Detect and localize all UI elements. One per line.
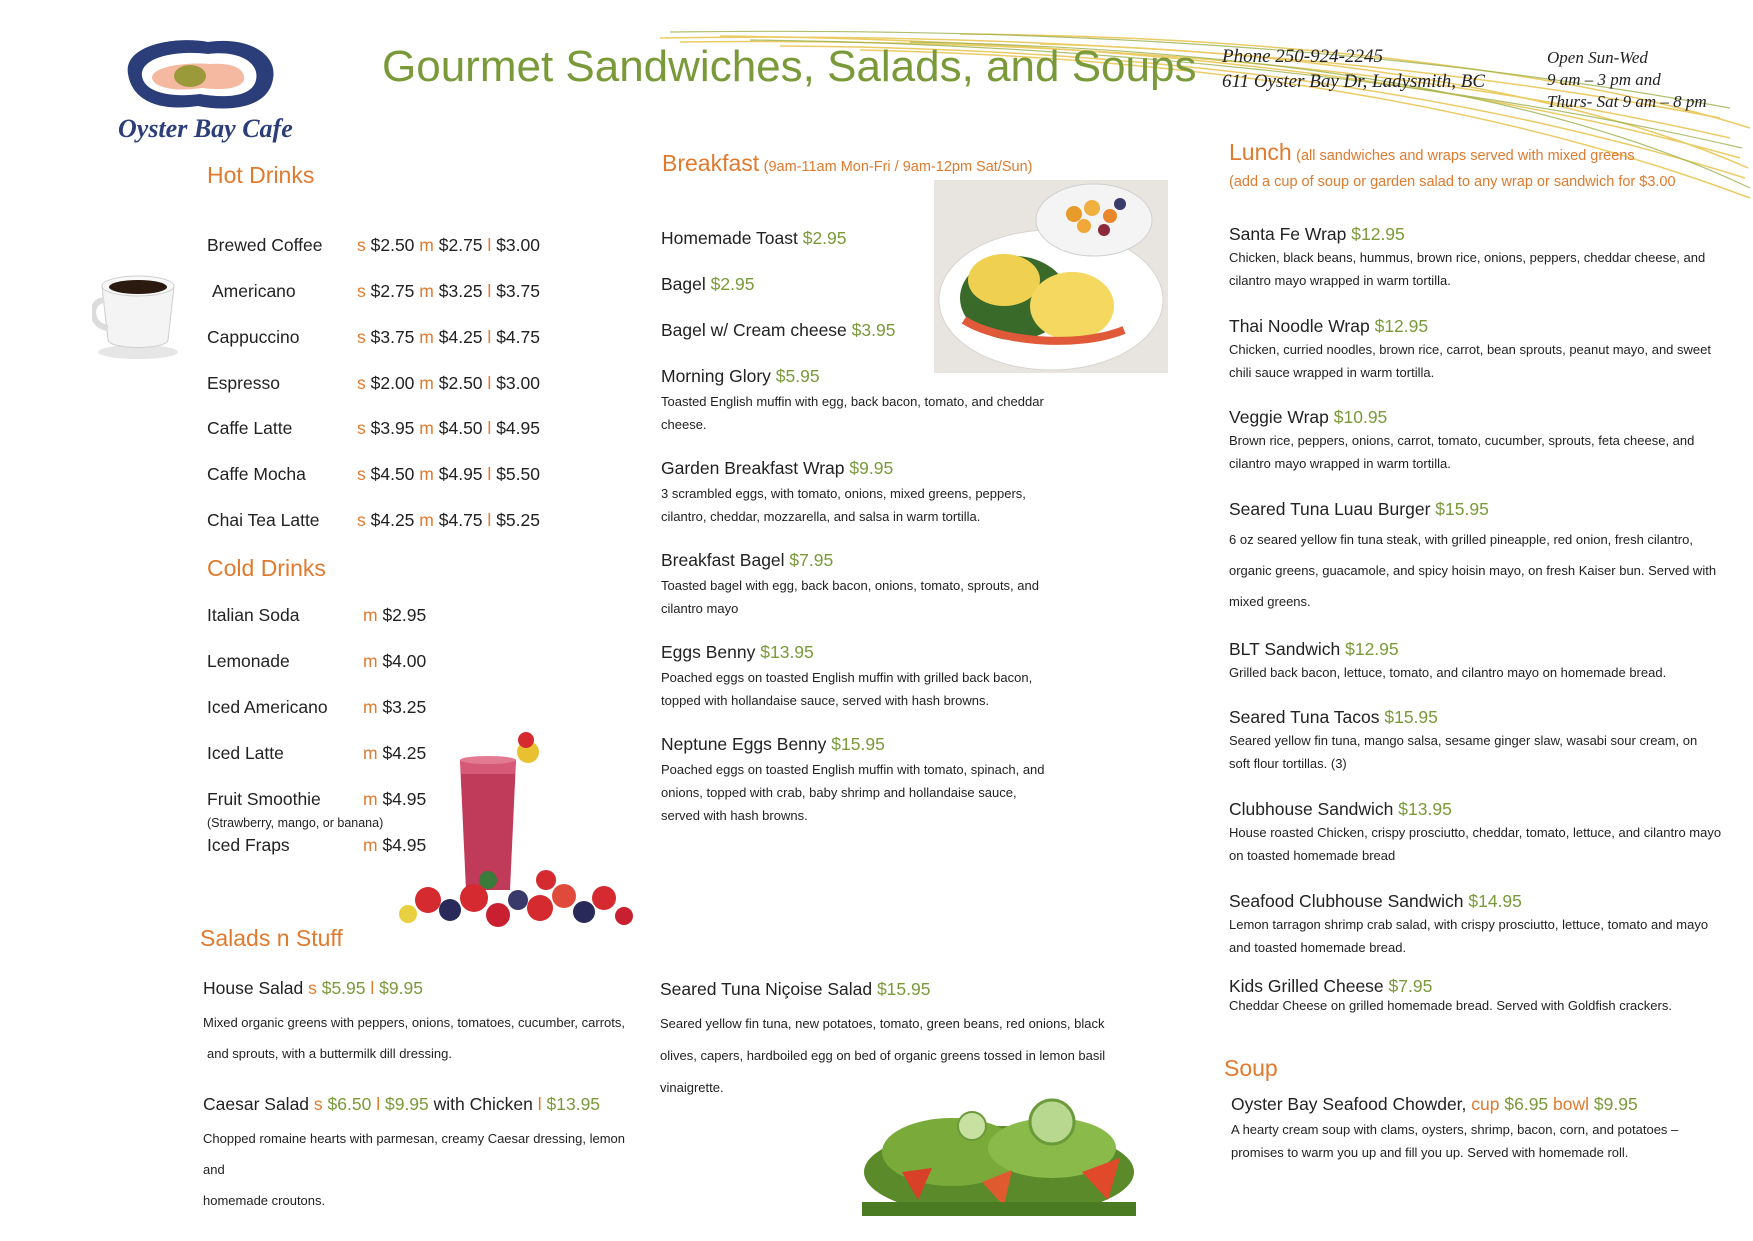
lunch-item: Santa Fe Wrap $12.95	[1229, 224, 1405, 244]
drink-name: Espresso	[207, 373, 280, 393]
drink-name: Italian Soda	[207, 605, 300, 625]
lunch-item: Kids Grilled Cheese $7.95	[1229, 976, 1433, 996]
page-title: Gourmet Sandwiches, Salads, and Soups	[382, 42, 1197, 91]
house-salad-title: House Salad s $5.95 l $9.95	[203, 978, 423, 998]
lunch-item-desc: 6 oz seared yellow fin tuna steak, with grilled pineapple, red onion, fresh cilantro, organic greens, guacamole, and spicy hoisin mayo, on fresh Kaiser bun. Served with mixed greens.	[1229, 532, 1717, 609]
oyster-logo-icon	[118, 34, 288, 124]
drink-name: Caffe Mocha	[207, 464, 306, 484]
drink-name: Brewed Coffee	[207, 235, 323, 255]
house-salad-desc: Mixed organic greens with peppers, onions, tomatoes, cucumber, carrots, and sprouts, with a buttermilk dill dressing.	[203, 1015, 625, 1061]
salads-heading: Salads n Stuff	[200, 925, 343, 951]
breakfast-item-desc: Poached eggs on toasted English muffin with grilled back bacon, topped with hollandaise sauce, served with hash browns.	[661, 670, 1033, 708]
drink-name: Iced Fraps	[207, 835, 290, 855]
lunch-item: Clubhouse Sandwich $13.95	[1229, 799, 1452, 819]
breakfast-item-desc: Toasted bagel with egg, back bacon, onions, tomato, sprouts, and cilantro mayo	[661, 578, 1039, 616]
lunch-item: Seared Tuna Luau Burger $15.95	[1229, 499, 1489, 519]
soup-desc: A hearty cream soup with clams, oysters, shrimp, bacon, corn, and potatoes – promises to warm you up and fill you up. Served with homemade roll.	[1231, 1122, 1679, 1160]
logo	[118, 34, 293, 154]
drink-prices: s $2.75 m $3.25 l $3.75	[357, 281, 540, 301]
lunch-item-desc: Lemon tarragon shrimp crab salad, with crispy prosciutto, lettuce, tomato and mayo and toasted homemade bread.	[1229, 917, 1709, 955]
breakfast-item: Homemade Toast $2.95	[661, 228, 847, 248]
drink-name: Fruit Smoothie	[207, 789, 321, 809]
lunch-item-desc: Chicken, black beans, hummus, brown rice, onions, peppers, cheddar cheese, and cilantro mayo wrapped in warm tortilla.	[1229, 250, 1706, 288]
breakfast-item: Eggs Benny $13.95	[661, 642, 814, 662]
lunch-item: Seared Tuna Tacos $15.95	[1229, 707, 1438, 727]
lunch-item-desc: Grilled back bacon, lettuce, tomato, and cilantro mayo on homemade bread.	[1229, 665, 1667, 680]
hours-line-1: Open Sun-Wed	[1547, 48, 1648, 67]
tuna-nicoise-title: Seared Tuna Niçoise Salad $15.95	[660, 979, 931, 999]
breakfast-item: Morning Glory $5.95	[661, 366, 820, 386]
drink-name: Iced Americano	[207, 697, 328, 717]
lunch-item: Seafood Clubhouse Sandwich $14.95	[1229, 891, 1522, 911]
soup-heading: Soup	[1224, 1055, 1278, 1081]
caesar-salad-desc: Chopped romaine hearts with parmesan, creamy Caesar dressing, lemon and homemade croutons.	[203, 1131, 625, 1208]
drink-prices: s $3.95 m $4.50 l $4.95	[357, 418, 540, 438]
drink-price: m $4.25	[363, 743, 427, 763]
breakfast-item: Breakfast Bagel $7.95	[661, 550, 834, 570]
lunch-note: (add a cup of soup or garden salad to any wrap or sandwich for $3.00	[1229, 174, 1676, 190]
salad-image	[862, 1082, 1136, 1216]
caesar-salad-title: Caesar Salad s $6.50 l $9.95 with Chicken l $13.95	[203, 1094, 601, 1114]
drink-prices: s $2.50 m $2.75 l $3.00	[357, 235, 540, 255]
soup-item: Oyster Bay Seafood Chowder, cup $6.95 bowl $9.95	[1231, 1094, 1638, 1114]
lunch-item-desc: Chicken, curried noodles, brown rice, carrot, bean sprouts, peanut mayo, and sweet chili sauce wrapped in warm tortilla.	[1229, 342, 1711, 380]
lunch-item-desc: House roasted Chicken, crispy prosciutto, cheddar, tomato, lettuce, and cilantro mayo on toasted homemade bread	[1229, 825, 1722, 863]
drink-name: Cappuccino	[207, 327, 300, 347]
drink-name: Iced Latte	[207, 743, 284, 763]
lunch-heading: Lunch (all sandwiches and wraps served with mixed greens	[1229, 139, 1635, 165]
drink-prices: s $4.25 m $4.75 l $5.25	[357, 510, 540, 530]
lunch-item-desc: Brown rice, peppers, onions, carrot, tomato, cucumber, sprouts, feta cheese, and cilantro mayo wrapped in warm tortilla.	[1229, 433, 1695, 471]
breakfast-item: Neptune Eggs Benny $15.95	[661, 734, 885, 754]
drink-name: Lemonade	[207, 651, 290, 671]
contact-phone: Phone 250-924-2245	[1222, 46, 1383, 67]
smoothie-image	[378, 730, 648, 935]
breakfast-item: Garden Breakfast Wrap $9.95	[661, 458, 894, 478]
drink-price: m $4.95	[363, 835, 427, 855]
drink-prices: s $3.75 m $4.25 l $4.75	[357, 327, 540, 347]
breakfast-item: Bagel w/ Cream cheese $3.95	[661, 320, 896, 340]
lunch-item: Thai Noodle Wrap $12.95	[1229, 316, 1429, 336]
smoothie-note: (Strawberry, mango, or banana)	[207, 816, 384, 830]
tuna-nicoise-desc: Seared yellow fin tuna, new potatoes, tomato, green beans, red onions, black olives, capers, hardboiled egg on bed of organic greens tossed in lemon basil vinaigrette.	[660, 1016, 1106, 1095]
lunch-item: Veggie Wrap $10.95	[1229, 407, 1388, 427]
logo-text: Oyster Bay Cafe	[118, 114, 293, 143]
breakfast-image	[934, 180, 1168, 373]
cold-drinks-heading: Cold Drinks	[207, 555, 326, 581]
hours-line-3: Thurs- Sat 9 am – 8 pm	[1547, 92, 1707, 111]
hot-drinks-heading: Hot Drinks	[207, 162, 315, 188]
lunch-item-desc: Cheddar Cheese on grilled homemade bread. Served with Goldfish crackers.	[1229, 998, 1672, 1013]
breakfast-item-desc: Toasted English muffin with egg, back bacon, tomato, and cheddar cheese.	[661, 394, 1044, 432]
lunch-item: BLT Sandwich $12.95	[1229, 639, 1399, 659]
drink-name: Caffe Latte	[207, 418, 293, 438]
coffee-cup-icon	[92, 266, 184, 360]
breakfast-heading: Breakfast (9am-11am Mon-Fri / 9am-12pm Sat/Sun)	[662, 150, 1033, 176]
breakfast-item-desc: Poached eggs on toasted English muffin with tomato, spinach, and onions, topped with crab, baby shrimp and hollandaise sauce, served with hash browns.	[661, 762, 1045, 823]
drink-price: m $2.95	[363, 605, 427, 625]
drink-name: Americano	[212, 281, 296, 301]
contact-address: 611 Oyster Bay Dr, Ladysmith, BC	[1222, 71, 1485, 92]
breakfast-item: Bagel $2.95	[661, 274, 755, 294]
drink-price: m $4.00	[363, 651, 427, 671]
drink-prices: s $4.50 m $4.95 l $5.50	[357, 464, 540, 484]
drink-price: m $4.95	[363, 789, 427, 809]
drink-price: m $3.25	[363, 697, 427, 717]
drink-prices: s $2.00 m $2.50 l $3.00	[357, 373, 540, 393]
drink-name: Chai Tea Latte	[207, 510, 320, 530]
hours-line-2: 9 am – 3 pm and	[1547, 70, 1661, 89]
lunch-item-desc: Seared yellow fin tuna, mango salsa, sesame ginger slaw, wasabi sour cream, on soft flour tortillas. (3)	[1229, 733, 1698, 771]
breakfast-item-desc: 3 scrambled eggs, with tomato, onions, mixed greens, peppers, cilantro, cheddar, mozzarella, and salsa in warm tortilla.	[661, 486, 1026, 524]
